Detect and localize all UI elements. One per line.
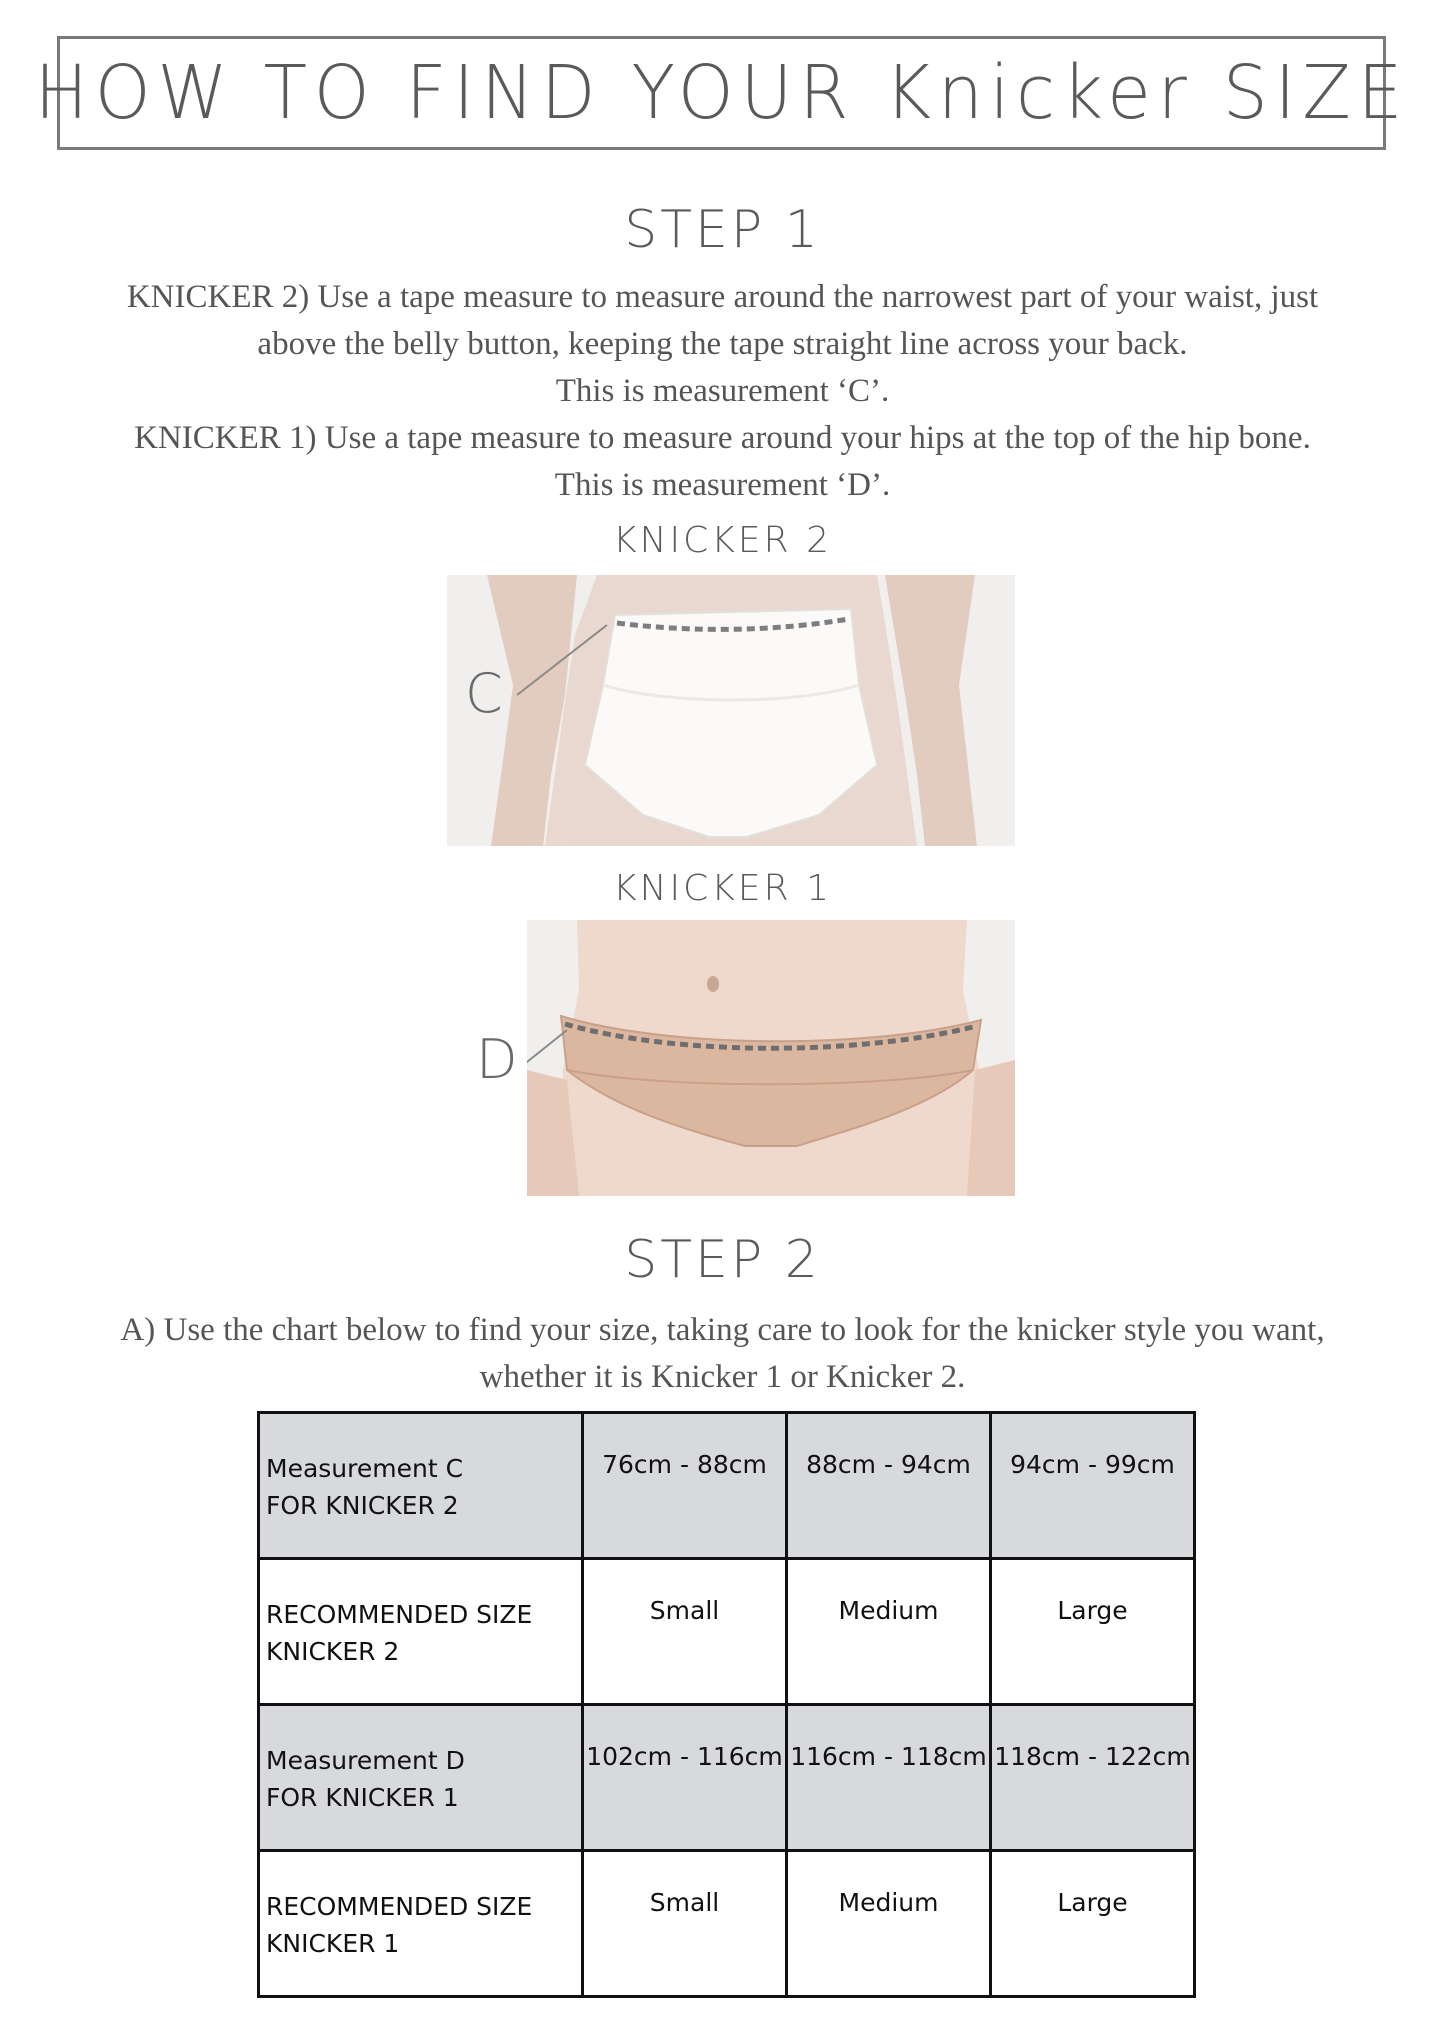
knicker1-label: KNICKER 1 (612, 868, 832, 909)
row-header-line: RECOMMENDED SIZE (266, 1892, 533, 1921)
table-row (259, 1851, 1195, 1997)
table-cell: Small (583, 1559, 787, 1705)
table-cell: Medium (787, 1851, 991, 1997)
table-cell: 102cm - 116cm (583, 1705, 787, 1851)
step2-line: A) Use the chart below to find your size, taking care to look for the knicker style you want, (120, 1312, 1325, 1348)
row-header (259, 1705, 583, 1851)
table-row (259, 1559, 1195, 1705)
step1-instructions (40, 274, 1405, 509)
row-header (259, 1413, 583, 1559)
table-row (259, 1705, 1195, 1851)
marker-d: D (476, 1028, 518, 1091)
table-cell: Small (583, 1851, 787, 1997)
title-box (34, 36, 1409, 150)
step2-heading: STEP 2 (624, 1230, 821, 1290)
step2-line: whether it is Knicker 1 or Knicker 2. (479, 1359, 966, 1395)
row-header-line: FOR KNICKER 2 (266, 1491, 459, 1520)
row-header-line: Measurement C (266, 1454, 464, 1483)
step1-line: This is measurement ‘D’. (554, 467, 891, 503)
row-header (259, 1559, 583, 1705)
table-cell: 88cm - 94cm (787, 1413, 991, 1559)
table-row (259, 1413, 1195, 1559)
knicker2-photo (447, 575, 1015, 846)
knicker2-label: KNICKER 2 (612, 520, 832, 561)
row-header-line: Measurement D (266, 1746, 465, 1775)
table-cell: 76cm - 88cm (583, 1413, 787, 1559)
marker-c: C (465, 662, 503, 725)
row-header (259, 1851, 583, 1997)
size-chart-table (257, 1411, 1196, 1998)
step1-line: KNICKER 1) Use a tape measure to measure around your hips at the top of the hip bone. (134, 420, 1311, 456)
knicker1-photo (527, 920, 1015, 1196)
step1-heading: STEP 1 (624, 200, 821, 260)
step2-instructions (40, 1307, 1405, 1401)
table-cell: Large (991, 1559, 1195, 1705)
row-header-line: FOR KNICKER 1 (266, 1783, 459, 1812)
step1-line: This is measurement ‘C’. (555, 373, 890, 409)
row-header-line: KNICKER 1 (266, 1929, 400, 1958)
table-cell: 116cm - 118cm (787, 1705, 991, 1851)
table-cell: Large (991, 1851, 1195, 1997)
table-cell: Medium (787, 1559, 991, 1705)
row-header-line: RECOMMENDED SIZE (266, 1600, 533, 1629)
step1-line: above the belly button, keeping the tape straight line across your back. (257, 326, 1188, 362)
step1-line: KNICKER 2) Use a tape measure to measure around the narrowest part of your waist, just (126, 279, 1319, 315)
table-cell: 94cm - 99cm (991, 1413, 1195, 1559)
row-header-line: KNICKER 2 (266, 1637, 400, 1666)
table-cell: 118cm - 122cm (991, 1705, 1195, 1851)
page-title: HOW TO FIND YOUR Knicker SIZE (34, 50, 1409, 136)
